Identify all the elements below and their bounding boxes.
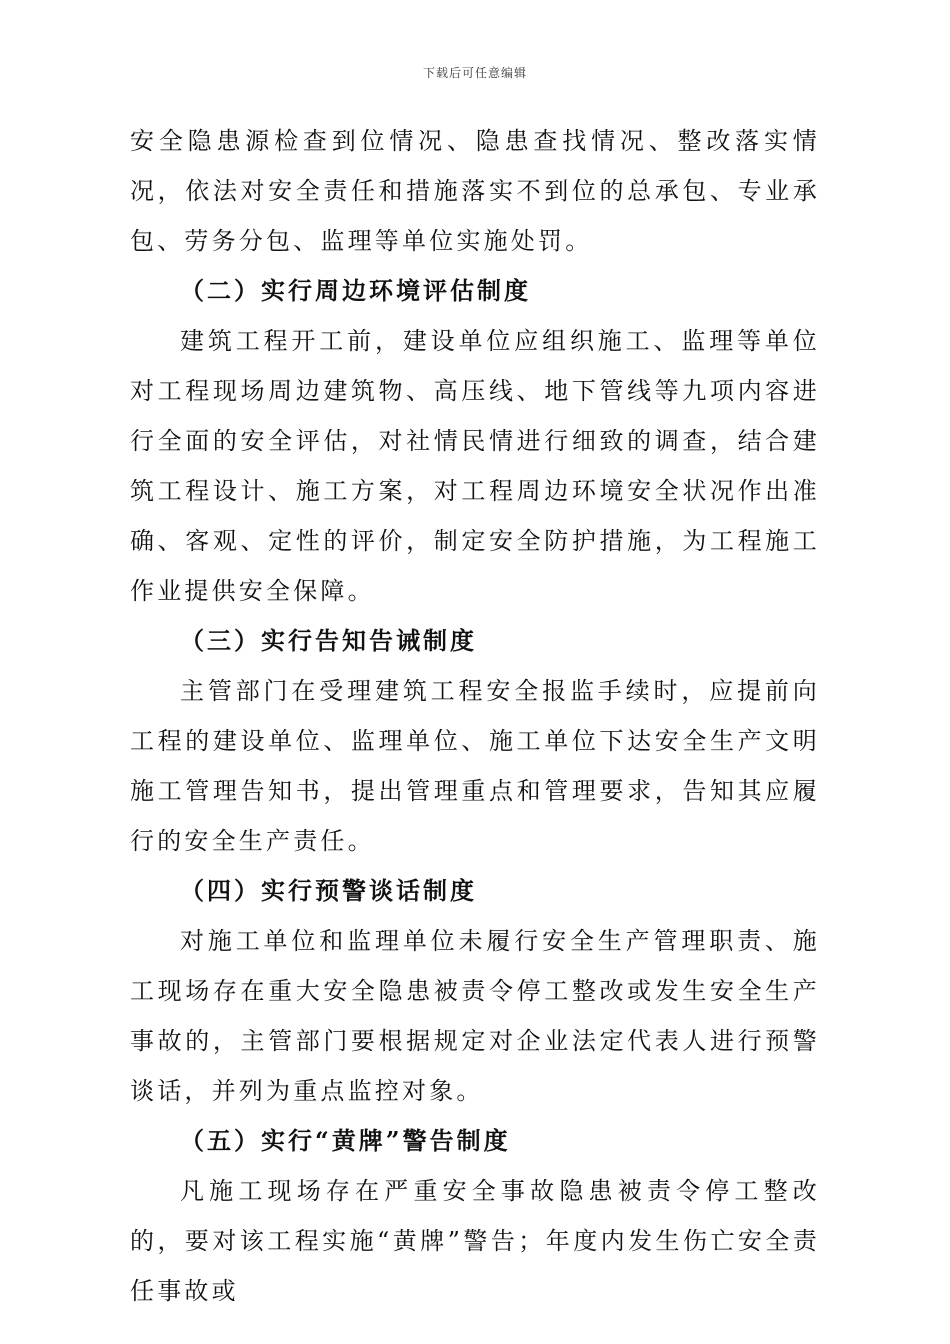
section-heading-3: （三）实行告知告诫制度 [180, 626, 477, 655]
paragraph-penalty-continuation: 安全隐患源检查到位情况、隐患查找情况、整改落实情况，依法对安全责任和措施落实不到位的总承包、专业承包、劳务分包、监理等单位实施处罚。 [130, 127, 820, 255]
paragraph-warning-talk: 对施工单位和监理单位未履行安全生产管理职责、施工现场存在重大安全隐患被责令停工整改或发生安全生产事故的，主管部门要根据规定对企业法定代表人进行预警谈话，并列为重点监控对象。 [130, 927, 820, 1105]
paragraph-notification: 主管部门在受理建筑工程安全报监手续时，应提前向工程的建设单位、监理单位、施工单位下达安全生产文明施工管理告知书，提出管理重点和管理要求，告知其应履行的安全生产责任。 [130, 677, 820, 855]
paragraph-environment-assessment: 建筑工程开工前，建设单位应组织施工、监理等单位对工程现场周边建筑物、高压线、地下管线等九项内容进行全面的安全评估，对社情民情进行细致的调查，结合建筑工程设计、施工方案，对工程周边环境安全状况作出准确、客观、定性的评价，制定安全防护措施，为工程施工作业提供安全保障。 [130, 327, 820, 605]
paragraph-yellow-card: 凡施工现场存在严重安全事故隐患被责令停工整改的，要对该工程实施“黄牌”警告；年度内发生伤亡安全责任事故或 [130, 1177, 820, 1305]
section-heading-4: （四）实行预警谈话制度 [180, 876, 477, 905]
section-heading-2: （二）实行周边环境评估制度 [180, 276, 531, 305]
section-heading-5: （五）实行“黄牌”警告制度 [180, 1126, 511, 1155]
document-body [130, 116, 820, 1316]
header-note: 下载后可任意编辑 [422, 66, 527, 80]
